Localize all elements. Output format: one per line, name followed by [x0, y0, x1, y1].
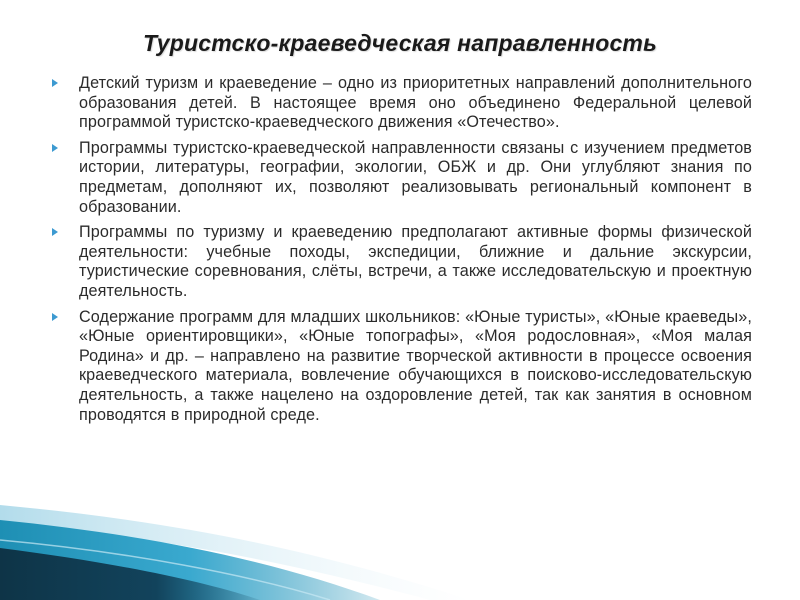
list-item	[52, 139, 752, 217]
bullet-text: Содержание программ для младших школьников: «Юные туристы», «Юные краеведы», «Юные ориентировщики», «Юные топографы», «Моя родословная», «Моя малая Родина» и др. – направлено на развитие творческой активности в процессе освоения краеведческого материала, вовлечение обучающихся в поисково-исследовательскую деятельность, а также нацелено на оздоровление детей, так как занятия в основном проводятся в природной среде.	[79, 307, 752, 424]
slide-title: Туристско-краеведческая направленность	[143, 30, 657, 56]
list-item	[52, 74, 752, 133]
bullet-text: Программы туристско-краеведческой направленности связаны с изучением предметов истории, литературы, географии, экологии, ОБЖ и др. Они углубляют знания по предметам, дополняют их, позволяют реализовывать региональный компонент в образовании.	[79, 138, 752, 216]
triangle-bullet-icon	[52, 79, 58, 87]
bullet-text: Детский туризм и краеведение – одно из приоритетных направлений дополнительного образования детей. В настоящее время оно объединено Федеральной целевой программой туристско-краеведческого движения «Отечество».	[79, 74, 752, 132]
bullet-list	[52, 74, 752, 431]
triangle-bullet-icon	[52, 144, 58, 152]
list-item	[52, 223, 752, 301]
triangle-bullet-icon	[52, 228, 58, 236]
triangle-bullet-icon	[52, 313, 58, 321]
list-item	[52, 308, 752, 426]
bullet-text: Программы по туризму и краеведению предполагают активные формы физической деятельности: учебные походы, экспедиции, ближние и дальние экскурсии, туристические соревнования, слёты, встречи, а также исследовательскую и проектную деятельность.	[79, 223, 752, 300]
